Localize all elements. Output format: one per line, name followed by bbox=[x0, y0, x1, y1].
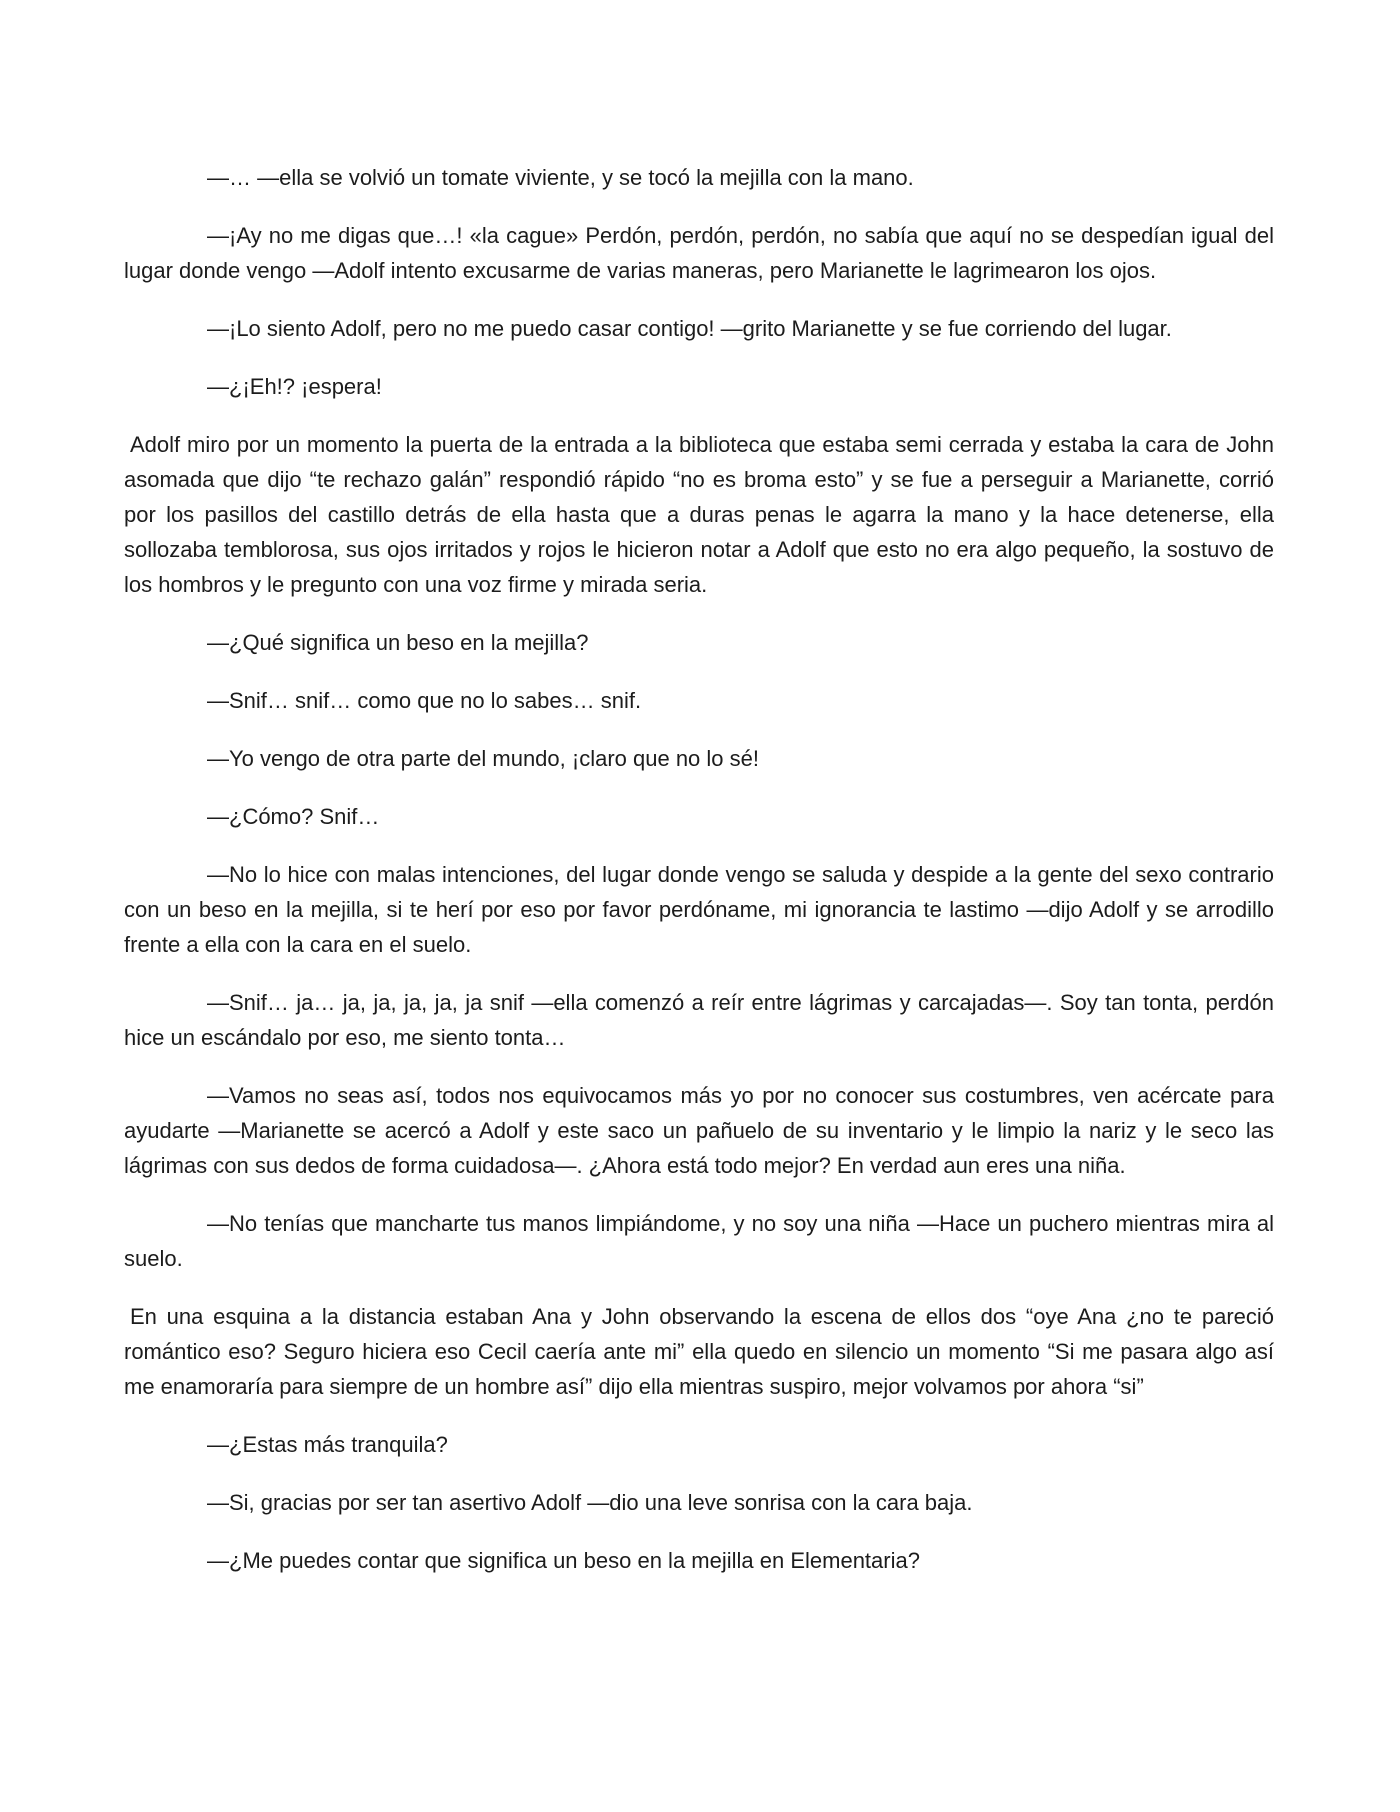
paragraph: —¿Cómo? Snif… bbox=[207, 804, 380, 829]
paragraph: —Yo vengo de otra parte del mundo, ¡claro que no lo sé! bbox=[207, 746, 759, 771]
paragraph: —Snif… snif… como que no lo sabes… snif. bbox=[207, 688, 642, 713]
paragraph: —Snif… ja… ja, ja, ja, ja, ja snif —ella comenzó a reír entre lágrimas y carcajadas—. Soy tan tonta, perdón hice un escándalo por eso, me siento tonta… bbox=[124, 990, 1274, 1050]
paragraph: —Si, gracias por ser tan asertivo Adolf —dio una leve sonrisa con la cara baja. bbox=[207, 1490, 973, 1515]
paragraph: —Vamos no seas así, todos nos equivocamos más yo por no conocer sus costumbres, ven acércate para ayudarte —Marianette se acercó a Adolf y este saco un pañuelo de su inventario y le limpio la nariz y le seco las lágrimas con sus dedos de forma cuidadosa—. ¿Ahora está todo mejor? En verdad aun eres una niña. bbox=[124, 1083, 1274, 1178]
paragraph: —¡Lo siento Adolf, pero no me puedo casar contigo! —grito Marianette y se fue corriendo del lugar. bbox=[207, 316, 1172, 341]
paragraph: —¿¡Eh!? ¡espera! bbox=[207, 374, 382, 399]
paragraph: —¿Qué significa un beso en la mejilla? bbox=[207, 630, 589, 655]
paragraph: —No tenías que mancharte tus manos limpiándome, y no soy una niña —Hace un puchero mientras mira al suelo. bbox=[124, 1211, 1274, 1271]
paragraph: —No lo hice con malas intenciones, del lugar donde vengo se saluda y despide a la gente del sexo contrario con un beso en la mejilla, si te herí por eso por favor perdóname, mi ignorancia te lastimo —dijo Adolf y se arrodillo frente a ella con la cara en el suelo. bbox=[124, 862, 1274, 957]
paragraph: Adolf miro por un momento la puerta de la entrada a la biblioteca que estaba semi cerrada y estaba la cara de John asomada que dijo “te rechazo galán” respondió rápido “no es broma esto” y se fue a perseguir a Marianette, corrió por los pasillos del castillo detrás de ella hasta que a duras penas le agarra la mano y la hace detenerse, ella sollozaba temblorosa, sus ojos irritados y rojos le hicieron notar a Adolf que esto no era algo pequeño, la sostuvo de los hombros y le pregunto con una voz firme y mirada seria. bbox=[124, 432, 1274, 597]
paragraph: —¿Estas más tranquila? bbox=[207, 1432, 448, 1457]
paragraph: —¡Ay no me digas que…! «la cague» Perdón, perdón, perdón, no sabía que aquí no se despedían igual del lugar donde vengo —Adolf intento excusarme de varias maneras, pero Marianette le lagrimearon los ojos. bbox=[124, 223, 1274, 283]
paragraph: En una esquina a la distancia estaban Ana y John observando la escena de ellos dos “oye Ana ¿no te pareció romántico eso? Seguro hiciera eso Cecil caería ante mi” ella quedo en silencio un momento “Si me pasara algo así me enamoraría para siempre de un hombre así” dijo ella mientras suspiro, mejor volvamos por ahora “si” bbox=[124, 1304, 1274, 1399]
paragraph: —… —ella se volvió un tomate viviente, y se tocó la mejilla con la mano. bbox=[207, 165, 914, 190]
paragraph: —¿Me puedes contar que significa un beso en la mejilla en Elementaria? bbox=[207, 1548, 920, 1573]
document-body bbox=[124, 160, 1274, 1578]
